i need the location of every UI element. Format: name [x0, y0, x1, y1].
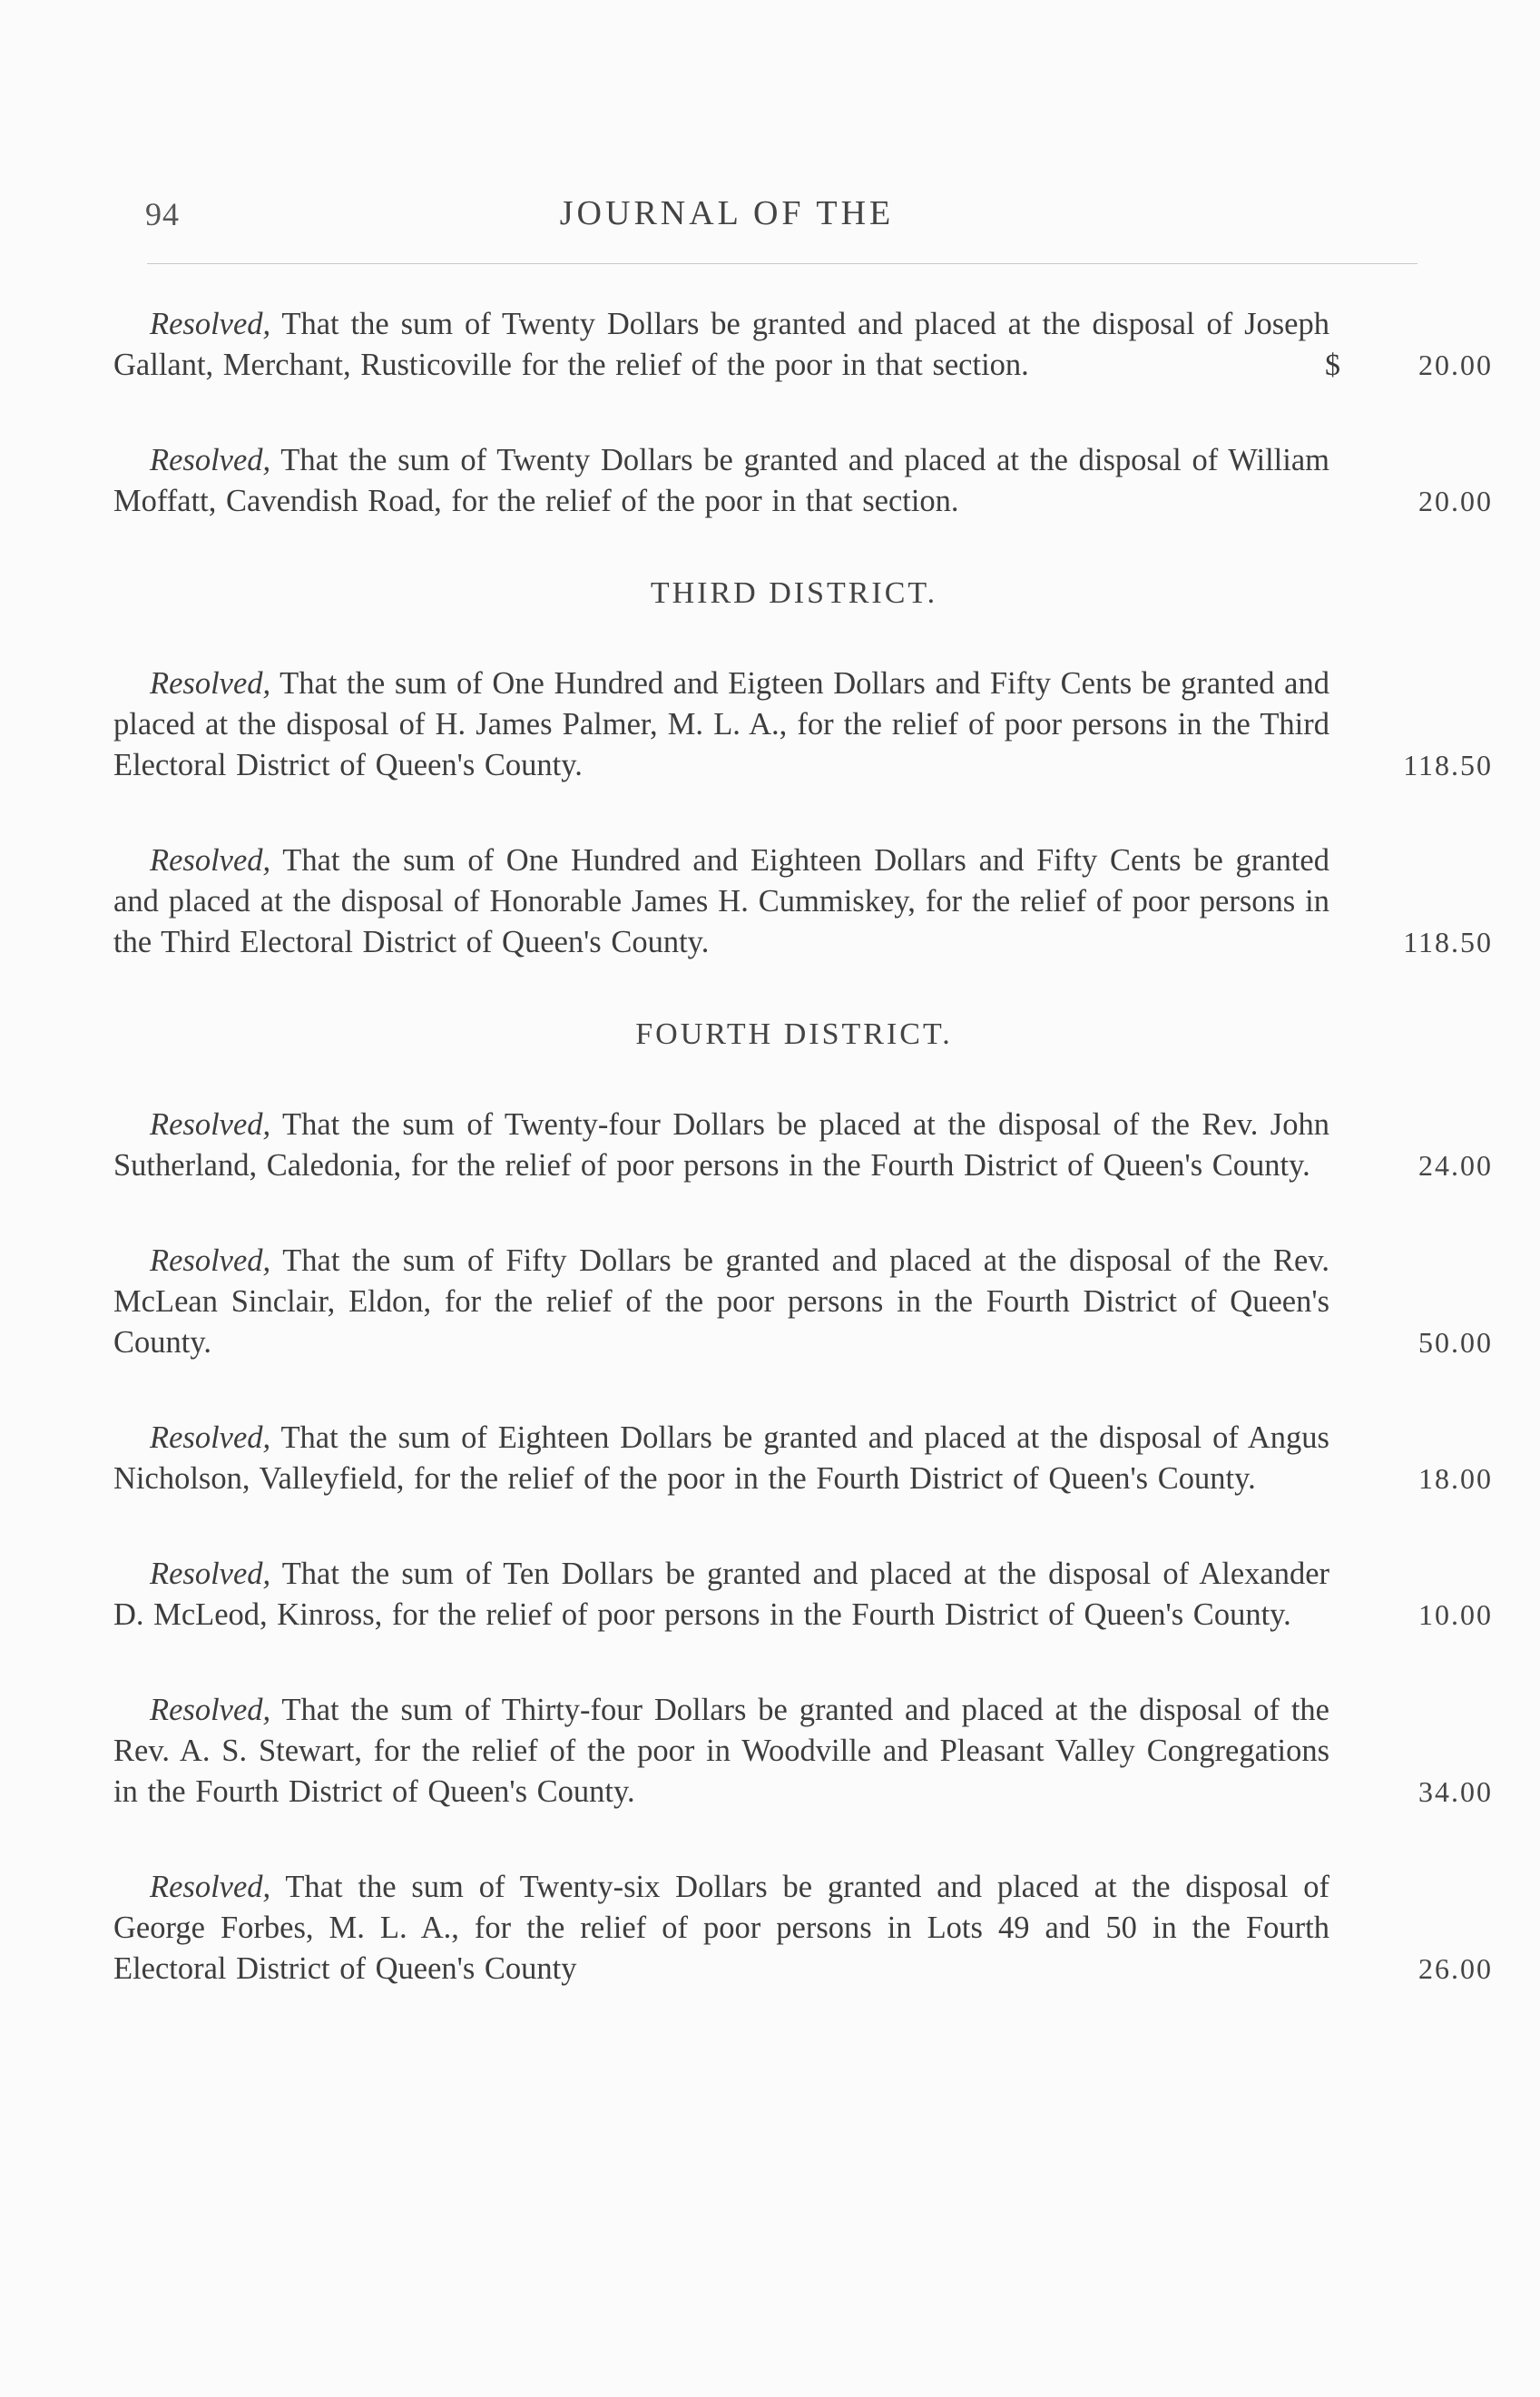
resolution-entry — [113, 1105, 1493, 1186]
grant-amount: 34.00 — [1418, 1775, 1493, 1808]
resolution-entry — [113, 304, 1493, 386]
header-rule — [147, 263, 1417, 264]
resolved-label: Resolved, — [150, 666, 271, 701]
resolution-body: That the sum of Twenty-six Dollars be granted and placed at the disposal of George Forbes, M. L. A., for the relief of poor persons in Lots 49 and 50 in the Fourth Electoral District of Queen's County — [113, 1870, 1329, 1986]
resolution-entry — [113, 1690, 1493, 1812]
resolution-entry — [113, 1418, 1493, 1499]
resolved-label: Resolved, — [150, 1243, 271, 1278]
resolution-text — [113, 1690, 1329, 1812]
grant-amount: 20.00 — [1418, 485, 1493, 517]
resolution-text — [113, 440, 1329, 522]
resolution-text — [113, 1418, 1329, 1499]
resolution-entry — [113, 440, 1493, 522]
running-head: JOURNAL OF THE — [559, 194, 895, 232]
page-number: 94 — [145, 196, 180, 232]
resolved-label: Resolved, — [150, 1693, 271, 1727]
resolution-body: That the sum of Twenty Dollars be granted and placed at the disposal of Joseph Gallant, Merchant, Rusticoville for the relief of the poor in that section. — [113, 307, 1329, 382]
resolution-body: That the sum of Twenty-four Dollars be placed at the disposal of the Rev. John Sutherland, Caledonia, for the relief of poor persons in the Fourth District of Queen's County. — [113, 1107, 1329, 1183]
grant-amount: 20.00 — [1418, 349, 1493, 381]
district-heading: THIRD DISTRICT. — [650, 576, 938, 610]
resolved-label: Resolved, — [150, 443, 271, 477]
resolution-body: That the sum of Thirty-four Dollars be granted and placed at the disposal of the Rev. A. S. Stewart, for the relief of the poor in Woodville and Pleasant Valley Congregations in the Fourth District of Queen's County. — [113, 1693, 1329, 1809]
resolution-entry — [113, 840, 1493, 963]
resolution-entry — [113, 1554, 1493, 1636]
resolution-body: That the sum of Fifty Dollars be granted and placed at the disposal of the Rev. McLean Sinclair, Eldon, for the relief of the poor persons in the Fourth District of Queen's County. — [113, 1243, 1329, 1360]
resolved-label: Resolved, — [150, 1870, 271, 1904]
resolved-label: Resolved, — [150, 1107, 271, 1142]
resolution-text — [113, 1241, 1329, 1363]
grant-amount: 10.00 — [1418, 1598, 1493, 1631]
resolution-text — [113, 840, 1329, 963]
resolved-label: Resolved, — [150, 843, 271, 878]
resolution-text — [113, 1867, 1329, 1989]
grant-amount: 18.00 — [1418, 1462, 1493, 1495]
resolved-label: Resolved, — [150, 1420, 271, 1455]
resolution-body: That the sum of Eighteen Dollars be granted and placed at the disposal of Angus Nicholson, Valleyfield, for the relief of the poor in the Fourth District of Queen's County. — [113, 1420, 1329, 1496]
resolution-body: That the sum of One Hundred and Eighteen Dollars and Fifty Cents be granted and placed at the disposal of Honorable James H. Cummiskey, for the relief of poor persons in the Third Electoral District of Queen's County. — [113, 843, 1329, 959]
resolved-label: Resolved, — [150, 1557, 271, 1591]
resolution-entry — [113, 663, 1493, 786]
resolution-entry — [113, 1241, 1493, 1363]
resolution-text — [113, 1105, 1329, 1186]
resolution-text — [113, 304, 1329, 386]
resolved-label: Resolved, — [150, 307, 271, 341]
district-heading: FOURTH DISTRICT. — [635, 1017, 953, 1051]
resolution-entry — [113, 1867, 1493, 1989]
grant-amount: 24.00 — [1418, 1149, 1493, 1182]
document-body — [113, 304, 1493, 2044]
dollar-sign: $ — [1325, 349, 1340, 382]
resolution-text — [113, 1554, 1329, 1636]
resolution-body: That the sum of Ten Dollars be granted and placed at the disposal of Alexander D. McLeod, Kinross, for the relief of poor persons in the Fourth District of Queen's County. — [113, 1557, 1329, 1632]
grant-amount: 118.50 — [1403, 749, 1493, 781]
resolution-body: That the sum of Twenty Dollars be granted and placed at the disposal of William Moffatt, Cavendish Road, for the relief of the poor in that section. — [113, 443, 1329, 518]
grant-amount: 26.00 — [1418, 1952, 1493, 1985]
resolution-text — [113, 663, 1329, 786]
page-header — [0, 186, 1540, 241]
resolution-body: That the sum of One Hundred and Eigteen Dollars and Fifty Cents be granted and placed at the disposal of H. James Palmer, M. L. A., for the relief of poor persons in the Third Electoral District of Queen's County. — [113, 666, 1329, 782]
grant-amount: 50.00 — [1418, 1326, 1493, 1359]
grant-amount: 118.50 — [1403, 926, 1493, 958]
